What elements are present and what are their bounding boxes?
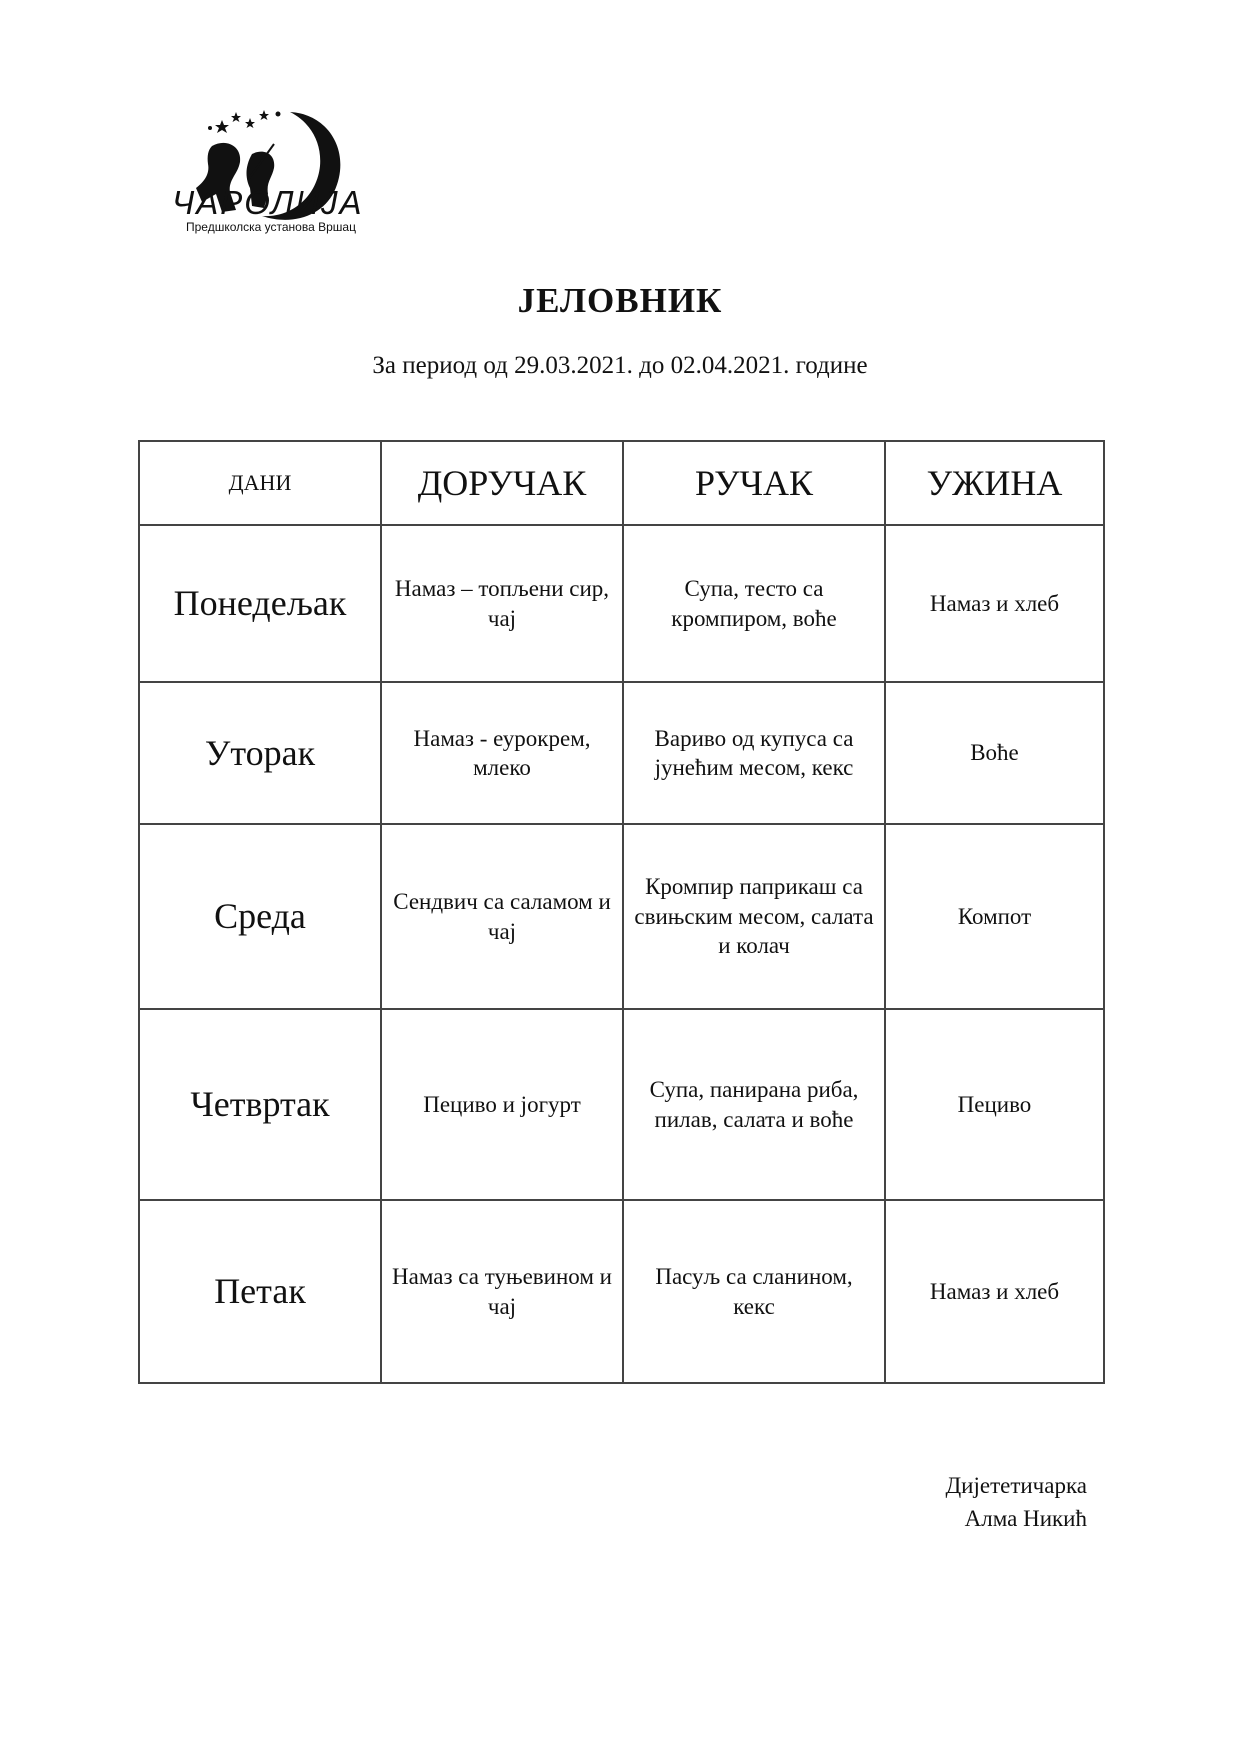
snack-cell: Воће: [885, 682, 1104, 824]
kindergarten-logo: [152, 84, 392, 244]
signature-name: Алма Никић: [964, 1506, 1087, 1531]
breakfast-cell: Намаз – топљени сир, чај: [381, 525, 623, 682]
header-row: [139, 441, 1104, 525]
day-cell: Понедељак: [139, 525, 381, 682]
table-row: [139, 1200, 1104, 1383]
menu-table: [138, 440, 1105, 1384]
snack-cell: Пециво: [885, 1009, 1104, 1200]
breakfast-cell: Намаз са туњевином и чај: [381, 1200, 623, 1383]
lunch-cell: Супа, панирана риба, пилав, салата и воће: [623, 1009, 885, 1200]
lunch-cell: Супа, тесто са кромпиром, воће: [623, 525, 885, 682]
table-row: [139, 682, 1104, 824]
lunch-cell: Кромпир паприкаш са свињским месом, салата и колач: [623, 824, 885, 1009]
header-breakfast: ДОРУЧАК: [381, 441, 623, 525]
period-subtitle: За период од 29.03.2021. до 02.04.2021. године: [372, 352, 868, 379]
snack-cell: Компот: [885, 824, 1104, 1009]
day-cell: Четвртак: [139, 1009, 381, 1200]
table-row: [139, 525, 1104, 682]
header-days: ДАНИ: [139, 441, 381, 525]
signature-role: Дијететичарка: [945, 1473, 1087, 1498]
lunch-cell: Пасуљ са сланином, кекс: [623, 1200, 885, 1383]
lunch-cell: Вариво од купуса са јунећим месом, кекс: [623, 682, 885, 824]
table-row: [139, 824, 1104, 1009]
snack-cell: Намаз и хлеб: [885, 525, 1104, 682]
logo-wordmark: ЧАРОЛИЈА: [172, 184, 364, 221]
header-lunch: РУЧАК: [623, 441, 885, 525]
header-snack: УЖИНА: [885, 441, 1104, 525]
day-cell: Уторак: [139, 682, 381, 824]
breakfast-cell: Сендвич са саламом и чај: [381, 824, 623, 1009]
breakfast-cell: Пециво и јогурт: [381, 1009, 623, 1200]
breakfast-cell: Намаз - еурокрем, млеко: [381, 682, 623, 824]
table-row: [139, 1009, 1104, 1200]
snack-cell: Намаз и хлеб: [885, 1200, 1104, 1383]
day-cell: Петак: [139, 1200, 381, 1383]
page-title: ЈЕЛОВНИК: [517, 281, 723, 320]
logo-subtitle: Предшколска установа Вршац: [186, 220, 356, 234]
signature-block: [945, 1469, 1087, 1535]
day-cell: Среда: [139, 824, 381, 1009]
